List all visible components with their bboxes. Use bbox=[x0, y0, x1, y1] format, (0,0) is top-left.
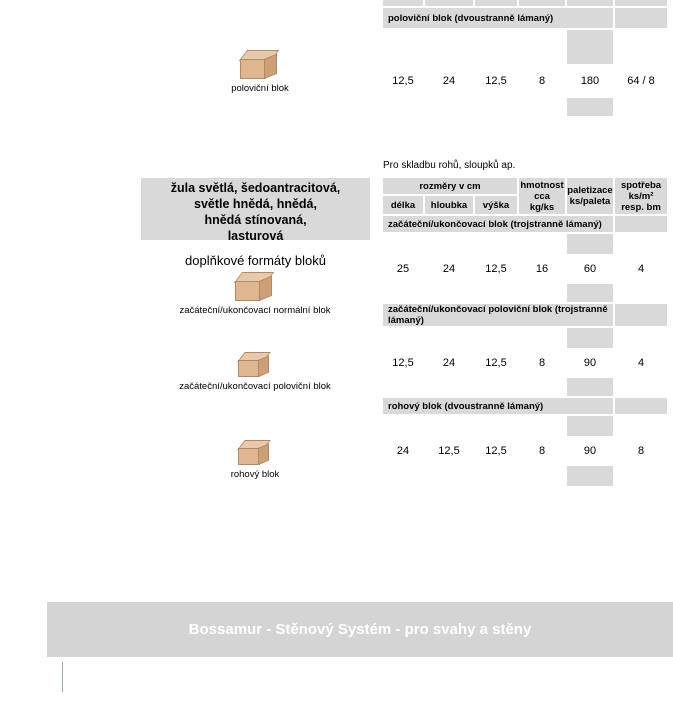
spacer-cell bbox=[567, 328, 613, 348]
spacer-cell bbox=[383, 328, 423, 348]
spacer-cell bbox=[567, 0, 613, 6]
stone-block-icon bbox=[235, 272, 275, 302]
spacer-cell bbox=[475, 466, 517, 486]
spacer-cell bbox=[475, 328, 517, 348]
header-height: výška bbox=[475, 196, 517, 214]
spacer-cell bbox=[383, 234, 423, 254]
table-row bbox=[383, 304, 667, 326]
spacer-cell bbox=[615, 30, 667, 64]
cell-weight: 8 bbox=[519, 66, 565, 96]
stone-type-line-2: světle hnědá, hnědá, bbox=[194, 197, 317, 211]
header-weight: hmotnost cca kg/ks bbox=[520, 179, 564, 213]
cell-consumption: 64 / 8 bbox=[615, 66, 667, 96]
spacer-cell bbox=[567, 378, 613, 396]
spacer-cell bbox=[383, 378, 423, 396]
spacer-cell bbox=[383, 284, 423, 302]
spacer-cell bbox=[425, 98, 473, 116]
spacer-cell bbox=[519, 284, 565, 302]
cell-height: 12,5 bbox=[475, 438, 517, 464]
spacer-cell bbox=[567, 416, 613, 436]
spacer-cell bbox=[425, 466, 473, 486]
table-header-row bbox=[383, 178, 667, 194]
cell-depth: 24 bbox=[425, 66, 473, 96]
spacer-cell bbox=[475, 284, 517, 302]
header-consumption: spotřeba ks/m² resp. bm bbox=[615, 178, 667, 214]
cell-palletizing: 180 bbox=[567, 66, 613, 96]
cell-consumption: 4 bbox=[615, 350, 667, 376]
cell-depth: 24 bbox=[425, 350, 473, 376]
spacer-cell bbox=[615, 8, 667, 28]
spacer-cell bbox=[475, 234, 517, 254]
cell-height: 12,5 bbox=[475, 256, 517, 282]
start-end-half-block-figure bbox=[155, 352, 355, 393]
start-end-normal-block-figure bbox=[155, 272, 355, 317]
table-row bbox=[383, 350, 667, 376]
spacer-cell bbox=[567, 234, 613, 254]
spacer-cell bbox=[567, 30, 613, 64]
cell-height: 12,5 bbox=[475, 66, 517, 96]
section-label-start-end-block: začáteční/ukončovací blok (trojstranně lámaný) bbox=[383, 216, 613, 232]
spacer-cell bbox=[567, 466, 613, 486]
header-dimensions: rozměry v cm bbox=[383, 178, 517, 194]
cell-consumption: 4 bbox=[615, 256, 667, 282]
spacer-cell bbox=[615, 98, 667, 116]
spacer-cell bbox=[519, 466, 565, 486]
spacer-cell bbox=[567, 98, 613, 116]
header-length: délka bbox=[383, 196, 423, 214]
table-row bbox=[383, 466, 667, 486]
spacer-cell bbox=[567, 284, 613, 302]
figure-caption: rohový blok bbox=[230, 469, 280, 480]
spacer-cell bbox=[615, 234, 667, 254]
spacer-cell bbox=[425, 416, 473, 436]
table-row bbox=[383, 216, 667, 232]
spacer-cell bbox=[519, 378, 565, 396]
spacer-cell bbox=[383, 98, 423, 116]
spacer-cell bbox=[519, 30, 565, 64]
spacer-cell bbox=[519, 328, 565, 348]
footer-rule bbox=[62, 662, 63, 692]
main-specs-table bbox=[381, 176, 669, 488]
table-row bbox=[383, 438, 667, 464]
cell-height: 12,5 bbox=[475, 350, 517, 376]
formats-heading: doplňkové formáty bloků bbox=[185, 253, 326, 268]
cell-weight: 8 bbox=[519, 438, 565, 464]
cell-depth: 24 bbox=[425, 256, 473, 282]
spacer-cell bbox=[425, 0, 473, 6]
spacer-cell bbox=[475, 378, 517, 396]
cell-depth: 12,5 bbox=[425, 438, 473, 464]
spacer-cell bbox=[475, 30, 517, 64]
spacer-cell bbox=[615, 304, 667, 326]
figure-caption: začáteční/ukončovací normální blok bbox=[179, 305, 331, 316]
spacer-cell bbox=[615, 398, 667, 414]
spacer-cell bbox=[475, 416, 517, 436]
spacer-cell bbox=[425, 284, 473, 302]
footer-title: Bossamur - Stěnový Systém - pro svahy a stěny bbox=[188, 621, 532, 638]
stone-block-icon bbox=[238, 440, 272, 466]
top-specs-table bbox=[381, 0, 669, 118]
table-row bbox=[383, 398, 667, 414]
spacer-cell bbox=[519, 98, 565, 116]
stone-type-line-3: hnědá stínovaná, bbox=[204, 213, 307, 227]
spacer-cell bbox=[425, 328, 473, 348]
table-row bbox=[383, 328, 667, 348]
table-row bbox=[383, 234, 667, 254]
spacer-cell bbox=[615, 284, 667, 302]
table-row bbox=[383, 98, 667, 116]
table-row bbox=[383, 30, 667, 64]
spacer-cell bbox=[383, 0, 423, 6]
cell-palletizing: 60 bbox=[567, 256, 613, 282]
cell-palletizing: 90 bbox=[567, 350, 613, 376]
spacer-cell bbox=[615, 466, 667, 486]
spacer-cell bbox=[383, 30, 423, 64]
spacer-cell bbox=[519, 0, 565, 6]
section-label-start-end-half-block: začáteční/ukončovací poloviční blok (trojstranně lámaný) bbox=[383, 304, 613, 326]
table-row bbox=[383, 66, 667, 96]
header-palletizing: paletizace ks/paleta bbox=[567, 178, 613, 214]
table-row bbox=[383, 284, 667, 302]
spacer-cell bbox=[615, 378, 667, 396]
corner-block-figure bbox=[155, 440, 355, 481]
cell-palletizing: 90 bbox=[567, 438, 613, 464]
stone-type-line-4: lasturová bbox=[227, 229, 284, 243]
cell-length: 25 bbox=[383, 256, 423, 282]
table-note: Pro skladbu rohů, sloupků ap. bbox=[383, 160, 516, 171]
cell-consumption: 8 bbox=[615, 438, 667, 464]
cell-weight: 16 bbox=[519, 256, 565, 282]
section-label-corner-block: rohový blok (dvoustranně lámaný) bbox=[383, 398, 613, 414]
spacer-cell bbox=[383, 466, 423, 486]
half-block-figure bbox=[160, 50, 360, 95]
cell-length: 12,5 bbox=[383, 350, 423, 376]
cell-length: 24 bbox=[383, 438, 423, 464]
spacer-cell bbox=[519, 416, 565, 436]
spacer-cell bbox=[519, 234, 565, 254]
stone-block-icon bbox=[238, 352, 272, 378]
figure-caption: poloviční blok bbox=[231, 83, 289, 94]
spacer-cell bbox=[615, 0, 667, 6]
figure-caption: začáteční/ukončovací poloviční blok bbox=[179, 381, 331, 392]
spacer-cell bbox=[475, 0, 517, 6]
cell-length: 12,5 bbox=[383, 66, 423, 96]
spacer-cell bbox=[425, 378, 473, 396]
stone-types-box bbox=[141, 178, 370, 243]
spacer-cell bbox=[475, 98, 517, 116]
spacer-cell bbox=[425, 30, 473, 64]
table-row bbox=[383, 378, 667, 396]
stone-type-line-1: žula světlá, šedoantracitová, bbox=[170, 181, 341, 195]
spacer-cell bbox=[615, 216, 667, 232]
spacer-cell bbox=[615, 416, 667, 436]
table-row bbox=[383, 8, 667, 28]
section-label-half-block: poloviční blok (dvoustranně lámaný) bbox=[383, 8, 613, 28]
spacer-cell bbox=[615, 328, 667, 348]
spacer-cell bbox=[383, 416, 423, 436]
table-row bbox=[383, 256, 667, 282]
stone-block-icon bbox=[240, 50, 280, 80]
spacer-cell bbox=[425, 234, 473, 254]
cell-weight: 8 bbox=[519, 350, 565, 376]
header-depth: hloubka bbox=[425, 196, 473, 214]
table-row bbox=[383, 0, 667, 6]
table-row bbox=[383, 416, 667, 436]
